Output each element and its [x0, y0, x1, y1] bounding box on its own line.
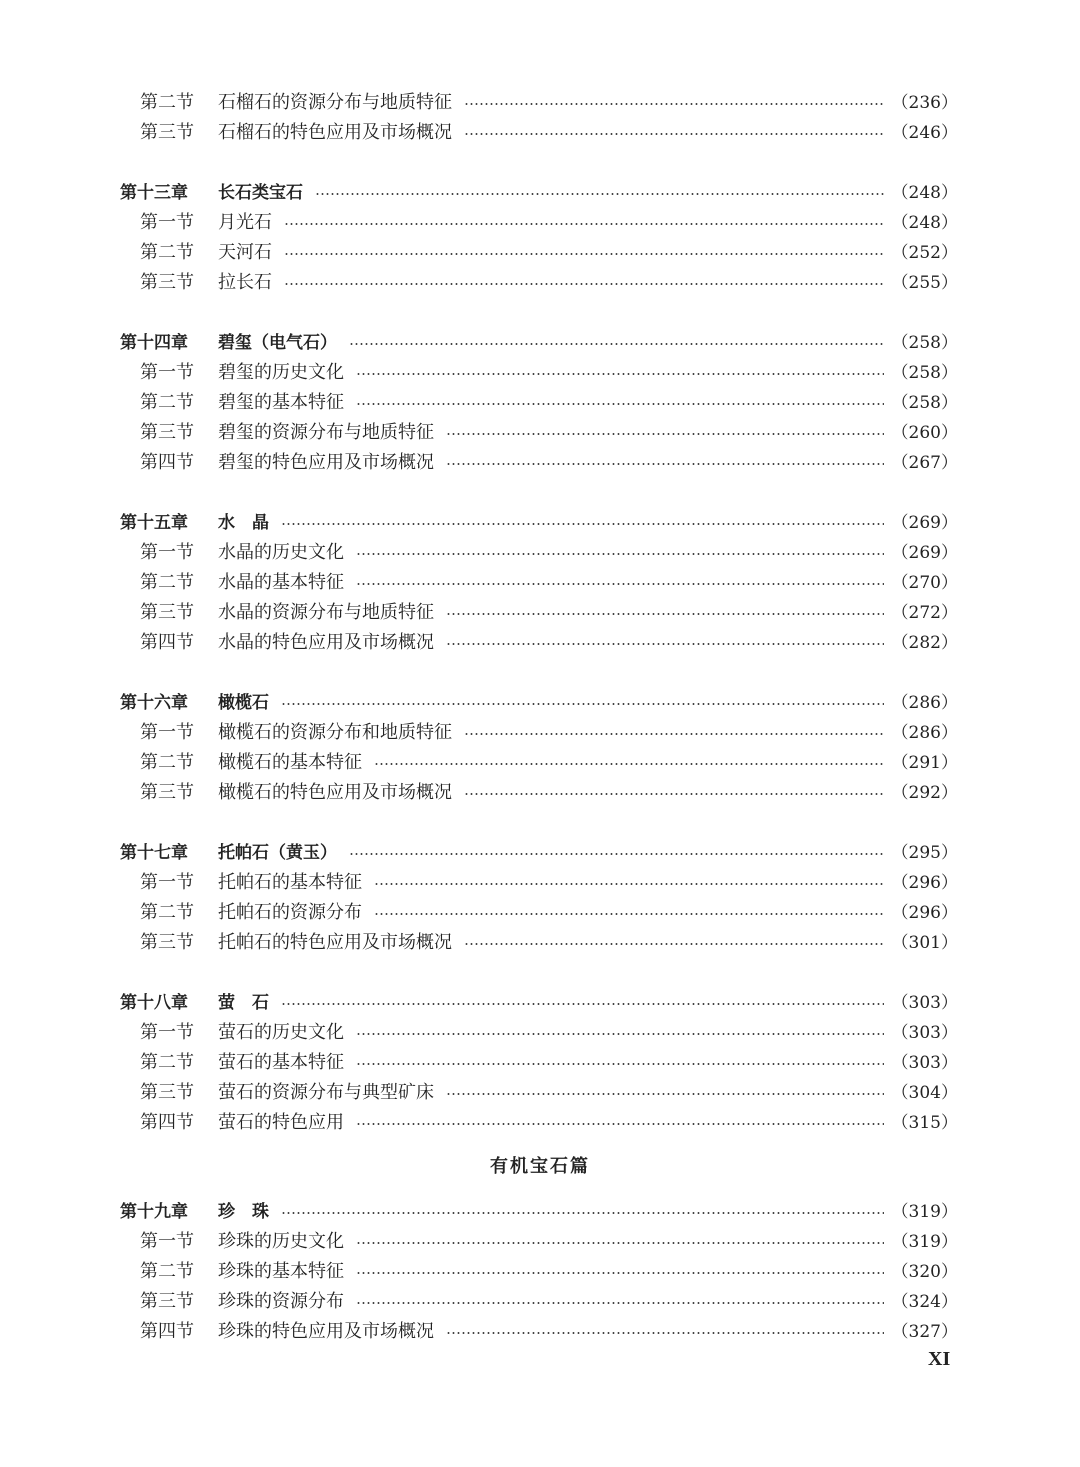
dot-leader: [446, 1093, 884, 1095]
entry-title: 碧玺（电气石）: [218, 333, 337, 353]
entry-number: 第三节: [140, 272, 194, 293]
entry-title: 天河石: [218, 242, 272, 263]
entry-number: 第十九章: [120, 1202, 188, 1222]
entry-page-number: （236）: [891, 93, 958, 113]
entry-number: 第三节: [140, 1082, 194, 1103]
dot-leader: [464, 793, 884, 795]
entry-number: 第四节: [140, 1112, 194, 1133]
page-number: XI: [928, 1348, 951, 1370]
entry-page-number: （258）: [891, 393, 958, 413]
entry-number: 第二节: [140, 1261, 194, 1282]
toc-section-entry: [140, 598, 958, 628]
entry-number: 第三节: [140, 1291, 194, 1312]
toc-section-entry: [140, 1227, 958, 1257]
entry-number: 第四节: [140, 632, 194, 653]
toc-chapter-entry: [120, 328, 958, 358]
entry-title: 石榴石的特色应用及市场概况: [218, 122, 452, 143]
entry-number: 第十六章: [120, 693, 188, 713]
entry-page-number: （269）: [891, 513, 958, 533]
dot-leader: [356, 403, 884, 405]
entry-number: 第四节: [140, 452, 194, 473]
entry-page-number: （258）: [891, 363, 958, 383]
dot-leader: [315, 193, 884, 195]
entry-number: 第二节: [140, 1052, 194, 1073]
entry-number: 第四节: [140, 1321, 194, 1342]
entry-title: 托帕石的资源分布: [218, 902, 362, 923]
toc-section-entry: [140, 718, 958, 748]
entry-number: 第三节: [140, 932, 194, 953]
dot-leader: [356, 1063, 884, 1065]
dot-leader: [281, 1003, 884, 1005]
entry-page-number: （269）: [891, 543, 958, 563]
dot-leader: [349, 853, 884, 855]
dot-leader: [356, 1242, 884, 1244]
toc-section-entry: [140, 88, 958, 118]
entry-title: 橄榄石的资源分布和地质特征: [218, 722, 452, 743]
dot-leader: [356, 583, 884, 585]
entry-title: 珍珠的基本特征: [218, 1261, 344, 1282]
toc-section-entry: [140, 928, 958, 958]
entry-page-number: （296）: [891, 873, 958, 893]
dot-leader: [281, 1212, 884, 1214]
entry-number: 第十四章: [120, 333, 188, 353]
entry-title: 拉长石: [218, 272, 272, 293]
entry-title: 托帕石的基本特征: [218, 872, 362, 893]
dot-leader: [374, 913, 884, 915]
dot-leader: [464, 733, 884, 735]
entry-number: 第二节: [140, 242, 194, 263]
entry-title: 长石类宝石: [218, 183, 303, 203]
toc-section-entry: [140, 778, 958, 808]
dot-leader: [356, 373, 884, 375]
toc-section-entry: [140, 538, 958, 568]
entry-page-number: （248）: [891, 213, 958, 233]
entry-title: 珍珠的特色应用及市场概况: [218, 1321, 434, 1342]
entry-number: 第一节: [140, 212, 194, 233]
toc-chapter-entry: [120, 1197, 958, 1227]
entry-number: 第一节: [140, 722, 194, 743]
dot-leader: [284, 253, 884, 255]
entry-number: 第二节: [140, 92, 194, 113]
entry-title: 碧玺的基本特征: [218, 392, 344, 413]
entry-title: 月光石: [218, 212, 272, 233]
dot-leader: [349, 343, 884, 345]
entry-number: 第一节: [140, 542, 194, 563]
entry-page-number: （303）: [891, 993, 958, 1013]
dot-leader: [356, 1033, 884, 1035]
entry-page-number: （270）: [891, 573, 958, 593]
entry-number: 第三节: [140, 422, 194, 443]
entry-page-number: （246）: [891, 123, 958, 143]
toc-section-entry: [140, 358, 958, 388]
entry-page-number: （301）: [891, 933, 958, 953]
dot-leader: [464, 943, 884, 945]
toc-section-entry: [140, 628, 958, 658]
entry-number: 第一节: [140, 1022, 194, 1043]
entry-title: 托帕石（黄玉）: [218, 843, 337, 863]
entry-page-number: （324）: [891, 1292, 958, 1312]
dot-leader: [464, 103, 884, 105]
entry-number: 第十八章: [120, 993, 188, 1013]
entry-title: 萤石的资源分布与典型矿床: [218, 1082, 434, 1103]
toc-section-entry: [140, 1048, 958, 1078]
entry-title: 水晶的基本特征: [218, 572, 344, 593]
toc-section-entry: [140, 1078, 958, 1108]
dot-leader: [356, 1272, 884, 1274]
entry-number: 第十三章: [120, 183, 188, 203]
dot-leader: [281, 523, 884, 525]
entry-title: 萤 石: [218, 993, 269, 1013]
toc-section-entry: [140, 1108, 958, 1138]
dot-leader: [446, 1332, 884, 1334]
entry-page-number: （315）: [891, 1113, 958, 1133]
entry-page-number: （291）: [891, 753, 958, 773]
toc-section-entry: [140, 208, 958, 238]
toc-section-entry: [140, 748, 958, 778]
entry-number: 第二节: [140, 902, 194, 923]
entry-title: 萤石的历史文化: [218, 1022, 344, 1043]
toc-section-entry: [140, 388, 958, 418]
entry-page-number: （327）: [891, 1322, 958, 1342]
dot-leader: [446, 613, 884, 615]
dot-leader: [374, 763, 884, 765]
entry-page-number: （258）: [891, 333, 958, 353]
dot-leader: [356, 553, 884, 555]
dot-leader: [374, 883, 884, 885]
toc-chapter-entry: [120, 688, 958, 718]
toc-chapter-entry: [120, 178, 958, 208]
entry-title: 水晶的特色应用及市场概况: [218, 632, 434, 653]
entry-number: 第十七章: [120, 843, 188, 863]
entry-title: 萤石的特色应用: [218, 1112, 344, 1133]
entry-page-number: （304）: [891, 1083, 958, 1103]
entry-page-number: （303）: [891, 1053, 958, 1073]
entry-number: 第二节: [140, 752, 194, 773]
dot-leader: [446, 433, 884, 435]
entry-title: 珍珠的历史文化: [218, 1231, 344, 1252]
entry-page-number: （292）: [891, 783, 958, 803]
dot-leader: [446, 643, 884, 645]
entry-number: 第一节: [140, 1231, 194, 1252]
entry-number: 第二节: [140, 572, 194, 593]
entry-title: 石榴石的资源分布与地质特征: [218, 92, 452, 113]
entry-page-number: （272）: [891, 603, 958, 623]
toc-section-entry: [140, 898, 958, 928]
dot-leader: [446, 463, 884, 465]
dot-leader: [284, 283, 884, 285]
dot-leader: [356, 1123, 884, 1125]
entry-title: 橄榄石: [218, 693, 269, 713]
entry-page-number: （282）: [891, 633, 958, 653]
entry-page-number: （320）: [891, 1262, 958, 1282]
toc-chapter-entry: [120, 508, 958, 538]
entry-title: 碧玺的资源分布与地质特征: [218, 422, 434, 443]
entry-number: 第二节: [140, 392, 194, 413]
entry-page-number: （319）: [891, 1232, 958, 1252]
part-heading: 有机宝石篇: [490, 1156, 590, 1177]
entry-page-number: （260）: [891, 423, 958, 443]
entry-title: 珍 珠: [218, 1202, 269, 1222]
entry-title: 萤石的基本特征: [218, 1052, 344, 1073]
entry-title: 碧玺的特色应用及市场概况: [218, 452, 434, 473]
entry-number: 第一节: [140, 362, 194, 383]
entry-page-number: （267）: [891, 453, 958, 473]
toc-section-entry: [140, 418, 958, 448]
toc-section-entry: [140, 1257, 958, 1287]
entry-title: 橄榄石的基本特征: [218, 752, 362, 773]
toc-section-entry: [140, 268, 958, 298]
entry-number: 第一节: [140, 872, 194, 893]
dot-leader: [284, 223, 884, 225]
toc-section-entry: [140, 568, 958, 598]
entry-page-number: （296）: [891, 903, 958, 923]
entry-title: 水晶的资源分布与地质特征: [218, 602, 434, 623]
entry-page-number: （286）: [891, 693, 958, 713]
toc-section-entry: [140, 1317, 958, 1347]
entry-number: 第三节: [140, 122, 194, 143]
dot-leader: [464, 133, 884, 135]
entry-title: 水 晶: [218, 513, 269, 533]
toc-section-entry: [140, 238, 958, 268]
entry-page-number: （248）: [891, 183, 958, 203]
entry-number: 第三节: [140, 782, 194, 803]
entry-number: 第十五章: [120, 513, 188, 533]
dot-leader: [281, 703, 884, 705]
entry-page-number: （303）: [891, 1023, 958, 1043]
dot-leader: [356, 1302, 884, 1304]
entry-number: 第三节: [140, 602, 194, 623]
entry-page-number: （286）: [891, 723, 958, 743]
entry-title: 水晶的历史文化: [218, 542, 344, 563]
entry-title: 橄榄石的特色应用及市场概况: [218, 782, 452, 803]
toc-chapter-entry: [120, 988, 958, 1018]
entry-title: 托帕石的特色应用及市场概况: [218, 932, 452, 953]
entry-title: 珍珠的资源分布: [218, 1291, 344, 1312]
toc-section-entry: [140, 1287, 958, 1317]
toc-section-entry: [140, 448, 958, 478]
toc-chapter-entry: [120, 838, 958, 868]
entry-page-number: （252）: [891, 243, 958, 263]
toc-section-entry: [140, 868, 958, 898]
entry-page-number: （295）: [891, 843, 958, 863]
toc-section-entry: [140, 118, 958, 148]
toc-section-entry: [140, 1018, 958, 1048]
entry-page-number: （319）: [891, 1202, 958, 1222]
entry-title: 碧玺的历史文化: [218, 362, 344, 383]
entry-page-number: （255）: [891, 273, 958, 293]
